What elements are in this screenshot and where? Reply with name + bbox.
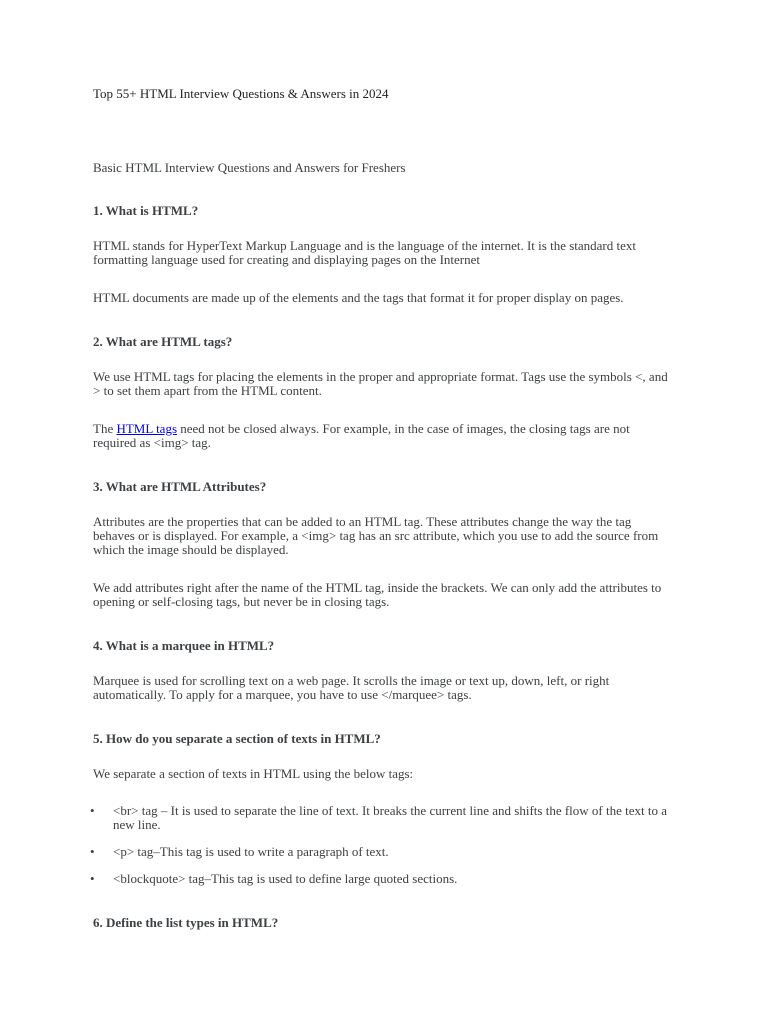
answer-paragraph-2b-prefix: The xyxy=(93,421,117,436)
answer-paragraph-1b: HTML documents are made up of the elements and the tags that format it for proper display on pages. xyxy=(93,290,624,305)
list-item xyxy=(90,844,675,859)
list-item-text: <blockquote> tag–This tag is used to define large quoted sections. xyxy=(113,871,458,886)
bullet-icon: • xyxy=(90,871,95,886)
answer-paragraph-1a: HTML stands for HyperText Markup Language and is the language of the internet. It is the standard text formatting language used for creating and displaying pages on the Internet xyxy=(93,238,637,267)
html-tags-link[interactable]: HTML tags xyxy=(116,421,178,436)
question-heading-6: 6. Define the list types in HTML? xyxy=(93,915,279,930)
answer-paragraph-2b-suffix: need not be closed always. For example, in the case of images, the closing tags are not required as <img> tag. xyxy=(93,421,630,450)
section-title: Basic HTML Interview Questions and Answers for Freshers xyxy=(93,160,406,175)
bullet-icon: • xyxy=(90,844,95,859)
question-heading-5: 5. How do you separate a section of texts in HTML? xyxy=(93,731,381,746)
answer-paragraph-5a: We separate a section of texts in HTML using the below tags: xyxy=(93,766,414,781)
list-item-text: <p> tag–This tag is used to write a paragraph of text. xyxy=(113,844,389,859)
answer-paragraph-4a: Marquee is used for scrolling text on a web page. It scrolls the image or text up, down, left, or right automatically. To apply for a marquee, you have to use </marquee> tags. xyxy=(93,673,610,702)
answer-paragraph-3b: We add attributes right after the name of the HTML tag, inside the brackets. We can only add the attributes to opening or self-closing tags, but never be in closing tags. xyxy=(93,580,662,609)
bullet-icon: • xyxy=(90,803,95,818)
answer-paragraph-3a: Attributes are the properties that can be added to an HTML tag. These attributes change the way the tag behaves or is displayed. For example, a <img> tag has an src attribute, which you use to add the source from which the image should be displayed. xyxy=(93,514,659,557)
question-heading-3: 3. What are HTML Attributes? xyxy=(93,479,267,494)
tag-list xyxy=(90,803,675,899)
question-heading-1: 1. What is HTML? xyxy=(93,203,199,218)
list-item xyxy=(90,871,675,886)
question-heading-4: 4. What is a marquee in HTML? xyxy=(93,638,275,653)
document-title: Top 55+ HTML Interview Questions & Answers in 2024 xyxy=(93,86,389,101)
answer-paragraph-2a: We use HTML tags for placing the elements in the proper and appropriate format. Tags use the symbols <, and > to set them apart from the HTML content. xyxy=(93,369,668,398)
answer-paragraph-2b xyxy=(93,422,675,450)
list-item-text: <br> tag – It is used to separate the line of text. It breaks the current line and shifts the flow of the text to a new line. xyxy=(113,803,667,832)
list-item xyxy=(90,803,675,832)
question-heading-2: 2. What are HTML tags? xyxy=(93,334,233,349)
